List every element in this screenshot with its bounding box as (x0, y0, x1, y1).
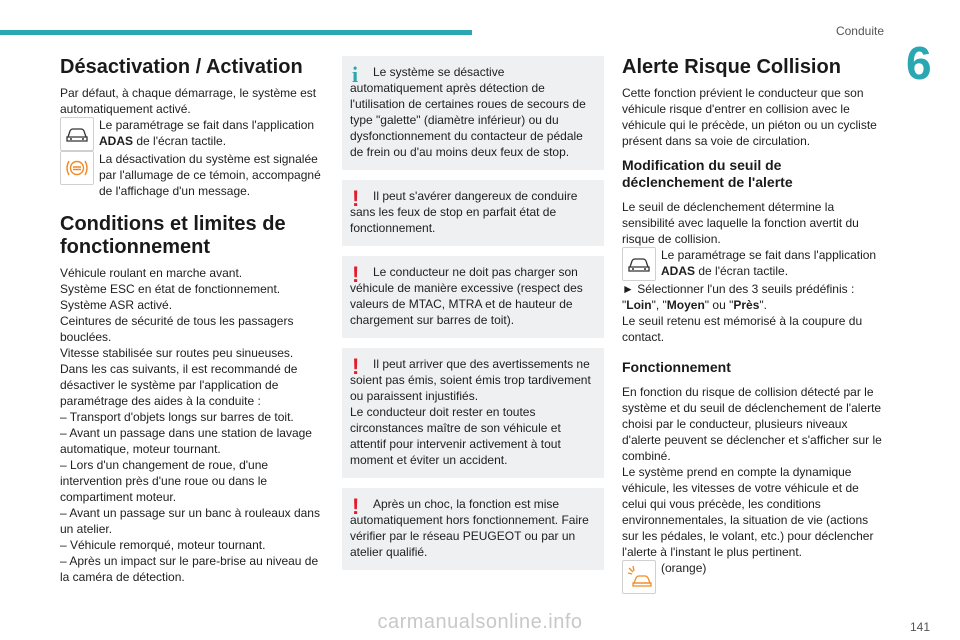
warning-note (342, 348, 604, 478)
condition-line: – Transport d'objets longs sur barres de toit. (60, 410, 294, 424)
column-left (60, 56, 324, 585)
condition-line: Vitesse stabilisée sur routes peu sinueuses. (60, 346, 294, 360)
deactivation-paragraph: Par défaut, à chaque démarrage, le système est automatiquement activé. (60, 86, 317, 116)
condition-line: Dans les cas suivants, il est recommandé de désactiver le système par l'application de paramétrage des aides à la conduite : (60, 362, 298, 408)
heading-threshold: Modification du seuil de déclenchement de l'alerte (622, 157, 793, 190)
adas-setting-text: Le paramétrage se fait dans l'application ADAS de l'écran tactile. (661, 248, 877, 278)
condition-line: – Véhicule remorqué, moteur tournant. (60, 538, 266, 552)
adas-setting-text: Le paramétrage se fait dans l'application ADAS de l'écran tactile. (99, 118, 315, 148)
warning-note (342, 488, 604, 570)
arrow-right-icon: ► (622, 282, 638, 296)
page-number: 141 (909, 620, 930, 634)
adas-setting-row (60, 117, 324, 151)
watermark: carmanualsonline.info (377, 611, 583, 633)
warning-lamp-text: La désactivation du système est signalée par l'allumage de ce témoin, accompagné de l'affichage d'un message. (99, 152, 321, 198)
warning-lamp-row (60, 151, 324, 199)
condition-line: Véhicule roulant en marche avant. (60, 266, 243, 280)
adas-setting-row (622, 247, 886, 281)
condition-line: – Lors d'un changement de roue, d'une intervention près d'une roue ou dans le compartiment moteur. (60, 458, 269, 504)
heading-operation: Fonctionnement (622, 359, 731, 375)
heading-deactivation: Désactivation / Activation (60, 56, 303, 78)
collision-warning-lamp-icon (60, 151, 94, 185)
warning-exclamation-icon: ! (352, 494, 360, 519)
condition-line: – Après un impact sur le pare-brise au niveau de la caméra de détection. (60, 554, 319, 584)
info-note-text: Le système se désactive automatiquement après détection de l'utilisation de certaines roues de secours de type "galette" (diamètre inférieur) ou du dysfonctionnement du contacteur de pédale de frein ou d'au moins deux feux de stop. (350, 65, 586, 159)
warning-exclamation-icon: ! (352, 262, 360, 287)
threshold-paragraph: Le seuil de déclenchement détermine la sensibilité avec laquelle la fonction avertit du risque de collision. (622, 200, 859, 246)
condition-line: Système ASR activé. (60, 298, 173, 312)
condition-line: Système ESC en état de fonctionnement. (60, 282, 281, 296)
chapter-number: 6 (906, 37, 932, 89)
adas-car-icon (60, 117, 94, 151)
heading-collision-alert: Alerte Risque Collision (622, 56, 841, 78)
adas-car-icon (622, 247, 656, 281)
warning-exclamation-icon: ! (352, 354, 360, 379)
condition-line: Ceintures de sécurité de tous les passagers bouclées. (60, 314, 294, 344)
threshold-memory-text: Le seuil retenu est mémorisé à la coupure du contact. (622, 314, 863, 344)
section-title: Conduite (835, 24, 884, 38)
warning-note-text: Après un choc, la fonction est mise automatiquement hors fonctionnement. Faire vérifier par le réseau PEUGEOT ou par un atelier qualifié. (350, 497, 589, 559)
info-note (342, 56, 604, 170)
operation-paragraph: Le système prend en compte la dynamique véhicule, les vitesses de votre véhicule et de celui qui vous précède, les conditions environnementales, la situation de vie (actions sur les pédales, le volant, etc.) pour déclencher l'alerte à l'instant le plus pertinent. (622, 465, 874, 559)
warning-note-text: Il peut s'avérer dangereux de conduire sans les feux de stop en parfait état de fonctionnement. (350, 189, 578, 235)
column-middle (342, 56, 604, 580)
warning-exclamation-icon: ! (352, 186, 360, 211)
warning-note-text: Le conducteur doit rester en toutes circonstances maître de son véhicule et attentif pour intervenir activement à tout moment et éviter un accident. (350, 405, 561, 467)
warning-note-text: Le conducteur ne doit pas charger son véhicule de manière excessive (respect des valeurs de MTAC, MTRA et de hauteur de chargement sur barres de toit). (350, 265, 583, 327)
collision-alert-paragraph: Cette fonction prévient le conducteur que son véhicule risque d'entrer en collision avec le véhicule qui le précède, un piéton ou un cycliste présent dans sa voie de circulation. (622, 86, 877, 148)
threshold-step: ► Sélectionner l'un des 3 seuils prédéfinis : "Loin", "Moyen" ou "Près". (622, 282, 855, 312)
orange-label: (orange) (661, 561, 707, 575)
heading-conditions: Conditions et limites de fonctionnement (60, 213, 286, 258)
warning-note (342, 180, 604, 246)
condition-line: – Avant un passage dans une station de lavage automatique, moteur tournant. (60, 426, 312, 456)
operation-paragraph: En fonction du risque de collision détecté par le système et du seuil de déclenchement de l'alerte choisi par le conducteur, plusieurs niveaux d'alerte peuvent se déclencher et s'afficher sur le combiné. (622, 385, 882, 463)
header-accent-bar (0, 30, 472, 35)
orange-collision-alert-icon (622, 560, 656, 594)
condition-line: – Avant un passage sur un banc à rouleaux dans un atelier. (60, 506, 320, 536)
warning-note-text: Il peut arriver que des avertissements ne soient pas émis, soient émis trop tardivement ou paraissent injustifiés. (350, 357, 591, 403)
column-right (622, 56, 886, 594)
orange-alert-row (622, 560, 886, 594)
info-icon: i (352, 62, 359, 87)
warning-note (342, 256, 604, 338)
